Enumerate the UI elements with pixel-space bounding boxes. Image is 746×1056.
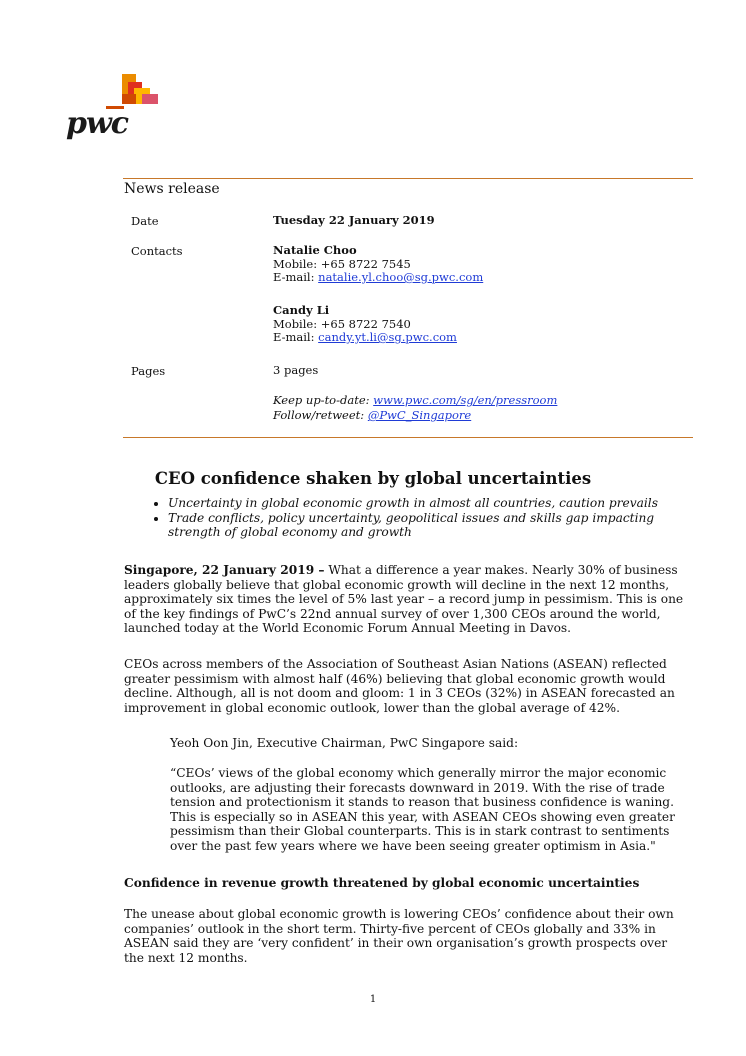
email-prefix: E-mail:: [273, 270, 319, 284]
bullet-item: • Uncertainty in global economic growth in almost all countries, caution prevails: [168, 496, 708, 511]
pwc-logo: [66, 72, 166, 152]
contact-name: Natalie Choo: [273, 243, 357, 257]
contact-email-link[interactable]: candy.yt.li@sg.pwc.com: [318, 330, 457, 344]
follow-retweet: [273, 409, 471, 423]
contact-email-link[interactable]: natalie.yl.choo@sg.pwc.com: [318, 270, 484, 284]
bullet-item: • Trade conflicts, policy uncertainty, geopolitical issues and skills gap impacting strength of global economy and growth: [168, 511, 708, 540]
follow-label: Follow/retweet:: [273, 408, 368, 422]
dateline: Singapore, 22 January 2019 –: [124, 563, 325, 577]
keep-label: Keep up-to-date:: [273, 393, 374, 407]
twitter-link[interactable]: @PwC_Singapore: [367, 408, 472, 422]
subheading: Confidence in revenue growth threatened by global economic uncertainties: [124, 876, 640, 890]
date-label: Date: [131, 214, 159, 228]
contact-mobile: Mobile: +65 8722 7540: [273, 316, 411, 331]
key-points-list: [146, 496, 708, 540]
contact-name: Candy Li: [273, 303, 330, 317]
pages-value: 3 pages: [273, 363, 319, 377]
paragraph-1-text: What a difference a year makes. Nearly 30% of business leaders globally believe that global economic growth will decline in the next 12 months, approximately six times the level of 5% last year – a record jump in pessimism. This is one of the key findings of PwC’s 22nd annual survey of over 1,300 CEOs around the world, launched today at the World Economic Forum Annual Meeting in Davos.: [124, 563, 684, 636]
pwc-logo-text: pwc: [66, 106, 129, 141]
paragraph-1: [124, 563, 686, 636]
email-prefix: E-mail:: [273, 330, 319, 344]
section-label: News release: [124, 181, 220, 197]
quote: “CEOs’ views of the global economy which generally mirror the major economic outlooks, are adjusting their forecasts downward in 2019. With the rise of trade tension and protectionism it stands to reason that business confidence is waning. This is especially so in ASEAN this year, with ASEAN CEOs showing even greater pessimism than their Global counterparts. This is in stark contrast to sentiments over the past few years where we have been seeing greater optimism in Asia.": [170, 766, 675, 853]
paragraph-3: The unease about global economic growth is lowering CEOs’ confidence about their own companies’ outlook in the short term. Thirty-five percent of CEOs globally and 33% in ASEAN said they are ‘very confident’ in their own organisation’s growth prospects over the next 12 months.: [124, 907, 674, 965]
contact-2: [273, 304, 457, 345]
quote-intro: Yeoh Oon Jin, Executive Chairman, PwC Singapore said:: [170, 736, 519, 750]
contact-email-line: [273, 331, 457, 345]
date-value: Tuesday 22 January 2019: [273, 213, 435, 227]
pressroom-link[interactable]: www.pwc.com/sg/en/pressroom: [373, 393, 558, 407]
header-rule-top: [123, 178, 693, 179]
pages-label: Pages: [131, 364, 166, 378]
contacts-label: Contacts: [131, 244, 183, 258]
header-rule-bottom: [123, 437, 693, 438]
contact-1: [273, 244, 483, 285]
contact-email-line: [273, 271, 483, 285]
keep-up-to-date: [273, 394, 557, 408]
article-title: CEO confidence shaken by global uncertainties: [154, 469, 592, 488]
paragraph-2: CEOs across members of the Association of Southeast Asian Nations (ASEAN) reflected greater pessimism with almost half (46%) believing that global economic growth would decline. Although, all is not doom and gloom: 1 in 3 CEOs (32%) in ASEAN forecasted an improvement in global economic outlook, lower than the global average of 42%.: [124, 657, 675, 715]
contact-mobile: Mobile: +65 8722 7545: [273, 256, 411, 271]
page-number: 1: [369, 994, 377, 1005]
